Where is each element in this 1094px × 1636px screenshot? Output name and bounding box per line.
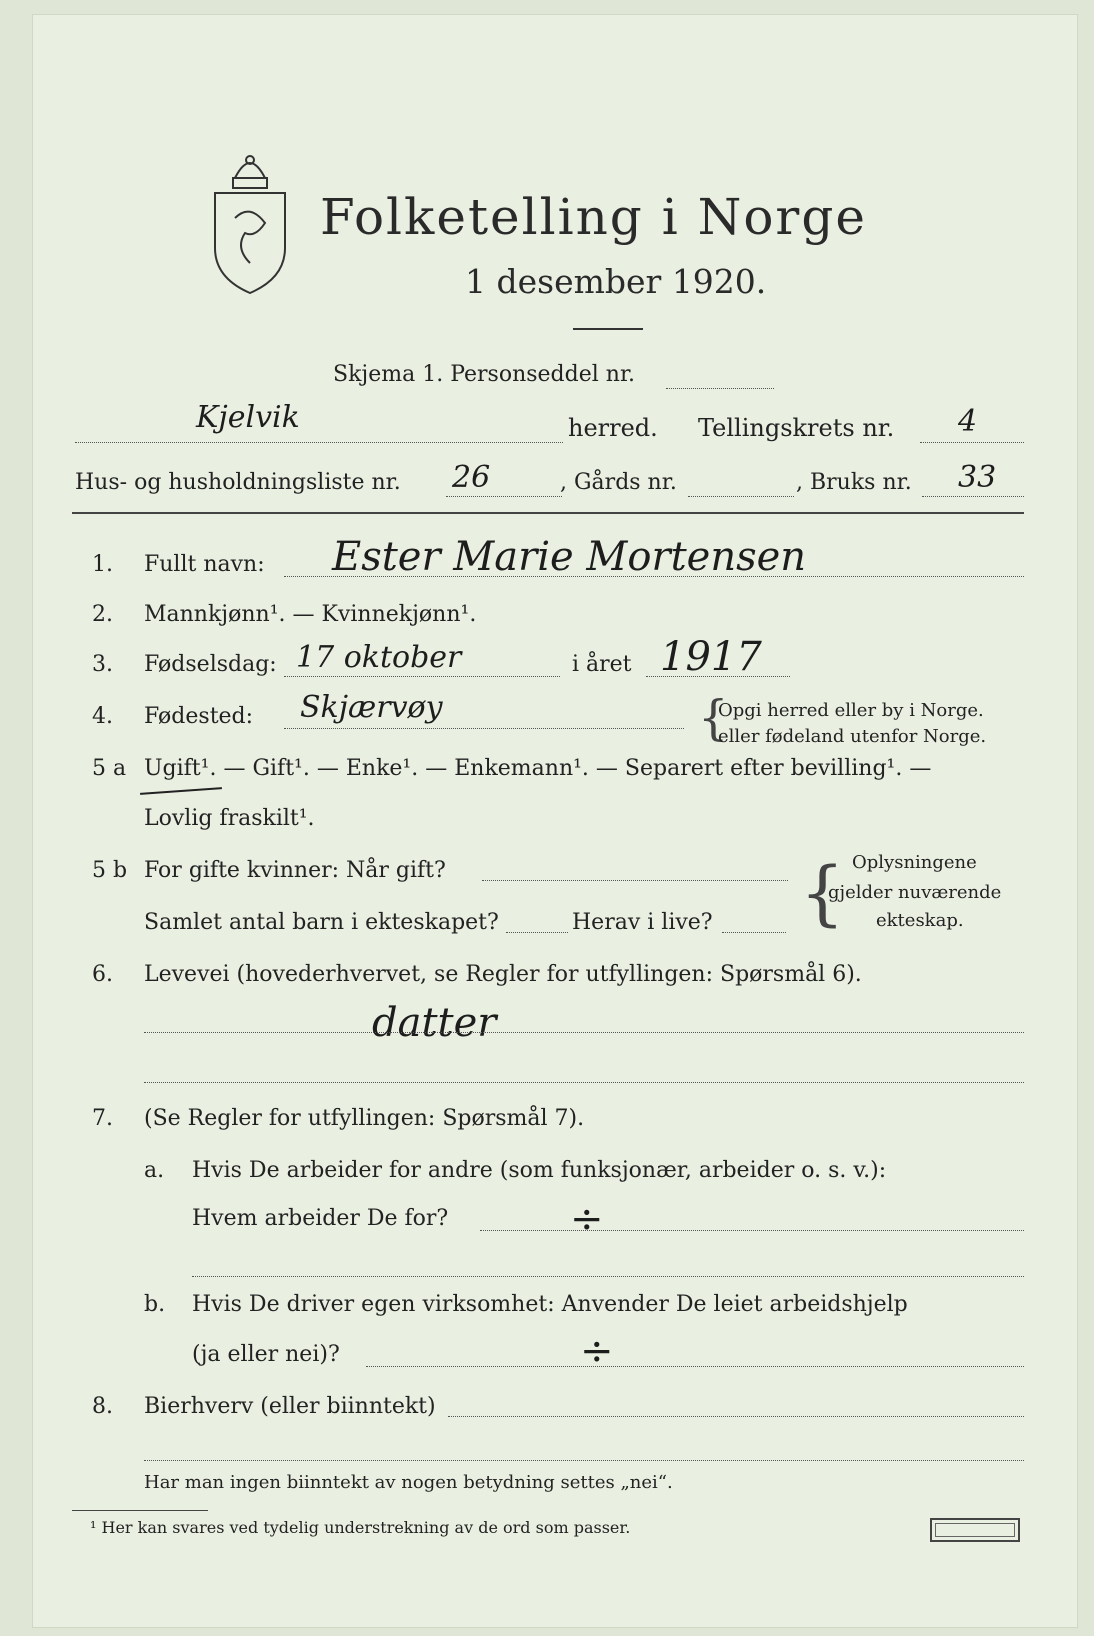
- husliste-label: Hus- og husholdningsliste nr.: [75, 470, 401, 495]
- bruks-line[interactable]: [922, 496, 1024, 497]
- herred-value: Kjelvik: [196, 400, 300, 435]
- q3-number: 3.: [92, 652, 113, 677]
- tellingskrets-line[interactable]: [920, 442, 1024, 443]
- q7-number: 7.: [92, 1106, 113, 1131]
- title-divider: [573, 328, 643, 330]
- bruks-value: 33: [958, 460, 997, 495]
- hired-help-value: ÷: [580, 1328, 614, 1374]
- q2-number: 2.: [92, 602, 113, 627]
- children-alive-line[interactable]: [722, 932, 786, 933]
- footnote: ¹ Her kan svares ved tydelig understrekning av de ord som passer.: [90, 1518, 631, 1537]
- q7a-label: Hvis De arbeider for andre (som funksjonær, arbeider o. s. v.):: [192, 1158, 887, 1183]
- marital-status-options-2[interactable]: Lovlig fraskilt¹.: [144, 806, 315, 831]
- occupation-line-2[interactable]: [144, 1082, 1024, 1083]
- gender-options[interactable]: Mannkjønn¹. — Kvinnekjønn¹.: [144, 602, 477, 627]
- q4-note-line1: Opgi herred eller by i Norge.: [718, 700, 984, 721]
- form-title: Folketelling i Norge: [320, 188, 867, 246]
- occupation-value: datter: [372, 1000, 497, 1046]
- q6-number: 6.: [92, 962, 113, 987]
- q5b-alive-label: Herav i live?: [572, 910, 713, 935]
- q4-label: Fødested:: [144, 704, 254, 729]
- personseddel-line[interactable]: [666, 388, 774, 389]
- birthplace-line[interactable]: [284, 728, 684, 729]
- birth-date-value: 17 oktober: [296, 640, 462, 675]
- header-divider: [72, 512, 1024, 514]
- tellingskrets-label: Tellingskrets nr.: [698, 414, 895, 442]
- footnote-rule: [72, 1510, 208, 1511]
- husliste-line[interactable]: [446, 496, 562, 497]
- birth-year-line[interactable]: [646, 676, 790, 677]
- full-name-value: Ester Marie Mortensen: [332, 534, 807, 580]
- q7b-hired-label: (ja eller nei)?: [192, 1342, 340, 1367]
- birth-year-label: i året: [572, 652, 632, 677]
- occupation-line-1[interactable]: [144, 1032, 1024, 1033]
- husliste-value: 26: [452, 460, 491, 495]
- employer-value: ÷: [570, 1196, 604, 1242]
- q5b-label: For gifte kvinner: Når gift?: [144, 858, 446, 883]
- census-date: 1 desember 1920.: [465, 262, 767, 301]
- q7b-label: Hvis De driver egen virksomhet: Anvender De leiet arbeidshjelp: [192, 1292, 908, 1317]
- married-when-line[interactable]: [482, 880, 788, 881]
- q7a-employer-label: Hvem arbeider De for?: [192, 1206, 449, 1231]
- birthplace-value: Skjærvøy: [300, 690, 443, 725]
- q5b-note-brace: {: [800, 852, 845, 934]
- q5b-number: 5 b: [92, 858, 128, 883]
- q5b-note-line3: ekteskap.: [876, 910, 964, 931]
- q3-label: Fødselsdag:: [144, 652, 277, 677]
- birth-date-line[interactable]: [284, 676, 560, 677]
- printer-stamp: [930, 1518, 1020, 1542]
- q8-label: Bierhverv (eller biinntekt): [144, 1394, 436, 1419]
- q5a-number: 5 a: [92, 756, 127, 781]
- bruks-label: , Bruks nr.: [796, 470, 912, 495]
- hired-help-line[interactable]: [366, 1366, 1024, 1367]
- q4-note-line2: eller fødeland utenfor Norge.: [718, 726, 987, 747]
- q7a-number: a.: [144, 1158, 165, 1183]
- herred-label: herred.: [568, 414, 658, 442]
- employer-line-1[interactable]: [480, 1230, 1024, 1231]
- q7-label: (Se Regler for utfyllingen: Spørsmål 7).: [144, 1106, 585, 1131]
- children-count-line[interactable]: [506, 932, 568, 933]
- norwegian-coat-of-arms-icon: [205, 138, 295, 298]
- schema-label: Skjema 1. Personseddel nr.: [333, 362, 636, 387]
- full-name-line[interactable]: [284, 576, 1024, 577]
- gards-line[interactable]: [688, 496, 794, 497]
- side-income-note: Har man ingen biinntekt av nogen betydning settes „nei“.: [144, 1472, 673, 1493]
- q5b-children-label: Samlet antal barn i ekteskapet?: [144, 910, 499, 935]
- q1-number: 1.: [92, 552, 113, 577]
- side-income-line-1[interactable]: [448, 1416, 1024, 1417]
- q5b-note-line2: gjelder nuværende: [828, 882, 1002, 903]
- q6-label: Levevei (hovederhvervet, se Regler for utfyllingen: Spørsmål 6).: [144, 962, 862, 987]
- marital-status-options[interactable]: Ugift¹. — Gift¹. — Enke¹. — Enkemann¹. — Separert efter bevilling¹. —: [144, 756, 932, 781]
- gards-label: , Gårds nr.: [560, 470, 677, 495]
- birth-year-value: 1917: [660, 634, 762, 680]
- herred-line[interactable]: [75, 442, 563, 443]
- q5b-note-line1: Oplysningene: [852, 852, 977, 873]
- employer-line-2[interactable]: [192, 1276, 1024, 1277]
- q8-number: 8.: [92, 1394, 113, 1419]
- q1-label: Fullt navn:: [144, 552, 265, 577]
- side-income-line-2[interactable]: [144, 1460, 1024, 1461]
- tellingskrets-value: 4: [958, 404, 978, 439]
- q4-number: 4.: [92, 704, 113, 729]
- q4-note-brace: {: [698, 690, 729, 746]
- q7b-number: b.: [144, 1292, 166, 1317]
